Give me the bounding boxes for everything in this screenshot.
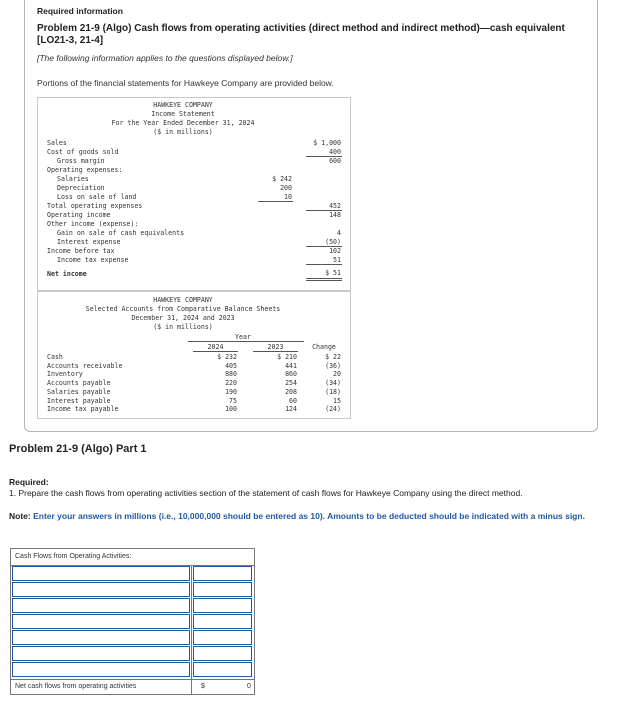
part-title: Problem 21-9 (Algo) Part 1	[9, 443, 147, 455]
line-label: Total operating expenses	[47, 202, 143, 210]
line-value: 400	[329, 148, 341, 156]
line-label: Interest expense	[57, 238, 121, 246]
bal-row-2024: 405	[225, 361, 237, 370]
bal-row-2024: 220	[225, 379, 237, 388]
answer-amount-input[interactable]	[193, 566, 252, 581]
year-label: Year	[235, 333, 251, 341]
line-label: Operating income	[47, 211, 111, 219]
balance-sheet-accounts	[37, 291, 351, 419]
line-value: 4	[337, 229, 341, 237]
line-label: Gain on sale of cash equivalents	[57, 229, 185, 237]
bal-row-change: 15	[333, 396, 341, 405]
answer-description-input[interactable]	[12, 662, 190, 677]
answer-row	[11, 629, 254, 645]
total-value: 0	[247, 683, 251, 690]
bal-row-change: (36)	[325, 361, 341, 370]
bal-row-label: Accounts receivable	[47, 361, 123, 370]
bal-row-2023: 124	[285, 405, 297, 414]
note-label: Note:	[9, 511, 31, 521]
bal-row-change: (24)	[325, 405, 341, 414]
bal-row-2024: 75	[229, 396, 237, 405]
line-label: Income tax expense	[57, 256, 129, 264]
answer-amount-input[interactable]	[193, 614, 252, 629]
required-label: Required:	[9, 477, 49, 487]
answer-amount-input[interactable]	[193, 662, 252, 677]
answer-table-header-label: Cash Flows from Operating Activities:	[15, 553, 132, 560]
answer-description-input[interactable]	[12, 598, 190, 613]
line-value: 102	[329, 247, 341, 255]
info-note: [The following information applies to the questions displayed below.]	[37, 53, 293, 63]
total-currency: $	[201, 683, 205, 690]
bal-row-2024: 190	[225, 387, 237, 396]
bal-row-2023: $ 210	[277, 353, 297, 361]
problem-title: Problem 21-9 (Algo) Cash flows from operating activities (direct method and indirect method)—cash equivalent [LO21-3, 21-4]	[37, 23, 565, 46]
line-value: 51	[333, 256, 341, 264]
bal-row-2024: 100	[225, 405, 237, 414]
note-text: Enter your answers in millions (i.e., 10,000,000 should be entered as 10). Amounts to be deducted should be indicated with a minus sign.	[30, 511, 585, 521]
bal-row-2023: 860	[285, 370, 297, 379]
line-label: Gross margin	[57, 157, 105, 165]
bal-row-label: Interest payable	[47, 396, 111, 405]
problem-card	[24, 0, 598, 432]
line-label: Income before tax	[47, 247, 115, 255]
bal-row-2023: 208	[285, 387, 297, 396]
bal-row-2023: 441	[285, 361, 297, 370]
answer-row	[11, 661, 254, 677]
inc-company: HAWKEYE COMPANY	[153, 101, 213, 109]
answer-description-input[interactable]	[12, 566, 190, 581]
line-value: 10	[284, 193, 292, 201]
col-2023: 2023	[267, 343, 284, 351]
inc-title: Income Statement	[151, 110, 215, 118]
bal-row-change: $ 22	[325, 353, 341, 361]
line-value: 200	[280, 184, 292, 192]
answer-table-header	[11, 549, 254, 566]
bal-row-change: 20	[333, 370, 341, 379]
line-value: (50)	[325, 238, 341, 246]
answer-row	[11, 645, 254, 661]
line-label: Salaries	[57, 175, 89, 183]
line-label: Other income (expense):	[47, 220, 139, 228]
col-2024: 2024	[207, 343, 224, 351]
bal-row-change: (18)	[325, 387, 341, 396]
answer-row	[11, 597, 254, 613]
answer-row	[11, 581, 254, 597]
total-label: Net cash flows from operating activities	[15, 683, 137, 690]
line-label: Depreciation	[57, 184, 105, 192]
instruction-note	[9, 511, 609, 521]
line-value: $ 51	[325, 269, 341, 277]
bal-row-2024: $ 232	[217, 353, 237, 361]
line-value: $ 242	[272, 175, 292, 183]
bal-row-2023: 60	[289, 396, 297, 405]
line-label: Loss on sale of land	[57, 193, 137, 201]
bal-title: Selected Accounts from Comparative Balance Sheets	[85, 305, 281, 313]
bal-row-2024: 880	[225, 370, 237, 379]
line-value: 148	[329, 211, 341, 219]
instruction-text: 1. Prepare the cash flows from operating activities section of the statement of cash flows for Hawkeye Company using the direct method.	[9, 488, 523, 498]
line-label: Operating expenses:	[47, 166, 123, 174]
bal-row-label: Cash	[47, 353, 63, 361]
inc-units: ($ in millions)	[153, 128, 213, 136]
answer-description-input[interactable]	[12, 582, 190, 597]
bal-units: ($ in millions)	[153, 323, 213, 331]
cash-flows-answer-table	[10, 548, 255, 695]
bal-row-label: Income tax payable	[47, 405, 119, 414]
income-statement	[37, 97, 351, 291]
bal-row-2023: 254	[285, 379, 297, 388]
line-value: 452	[329, 202, 341, 210]
bal-company: HAWKEYE COMPANY	[153, 296, 213, 304]
required-info-label: Required information	[37, 6, 123, 16]
total-row	[11, 679, 254, 695]
intro-text: Portions of the financial statements for Hawkeye Company are provided below.	[37, 78, 334, 88]
bal-row-change: (34)	[325, 379, 341, 388]
bal-row-label: Salaries payable	[47, 387, 111, 396]
line-value: 600	[329, 157, 341, 165]
line-value: $ 1,000	[313, 139, 341, 147]
answer-amount-input[interactable]	[193, 646, 252, 661]
line-label: Cost of goods sold	[47, 148, 119, 156]
answer-description-input[interactable]	[12, 630, 190, 645]
answer-description-input[interactable]	[12, 614, 190, 629]
answer-description-input[interactable]	[12, 646, 190, 661]
bal-row-label: Inventory	[47, 370, 83, 379]
col-change: Change	[312, 343, 336, 351]
bal-row-label: Accounts payable	[47, 379, 111, 388]
line-label: Net income	[47, 270, 87, 278]
inc-period: For the Year Ended December 31, 2024	[111, 119, 255, 127]
answer-amount-input[interactable]	[193, 598, 252, 613]
answer-amount-input[interactable]	[193, 582, 252, 597]
answer-amount-input[interactable]	[193, 630, 252, 645]
answer-row	[11, 613, 254, 629]
line-label: Sales	[47, 139, 67, 147]
answer-row	[11, 565, 254, 581]
bal-dates: December 31, 2024 and 2023	[131, 314, 235, 322]
